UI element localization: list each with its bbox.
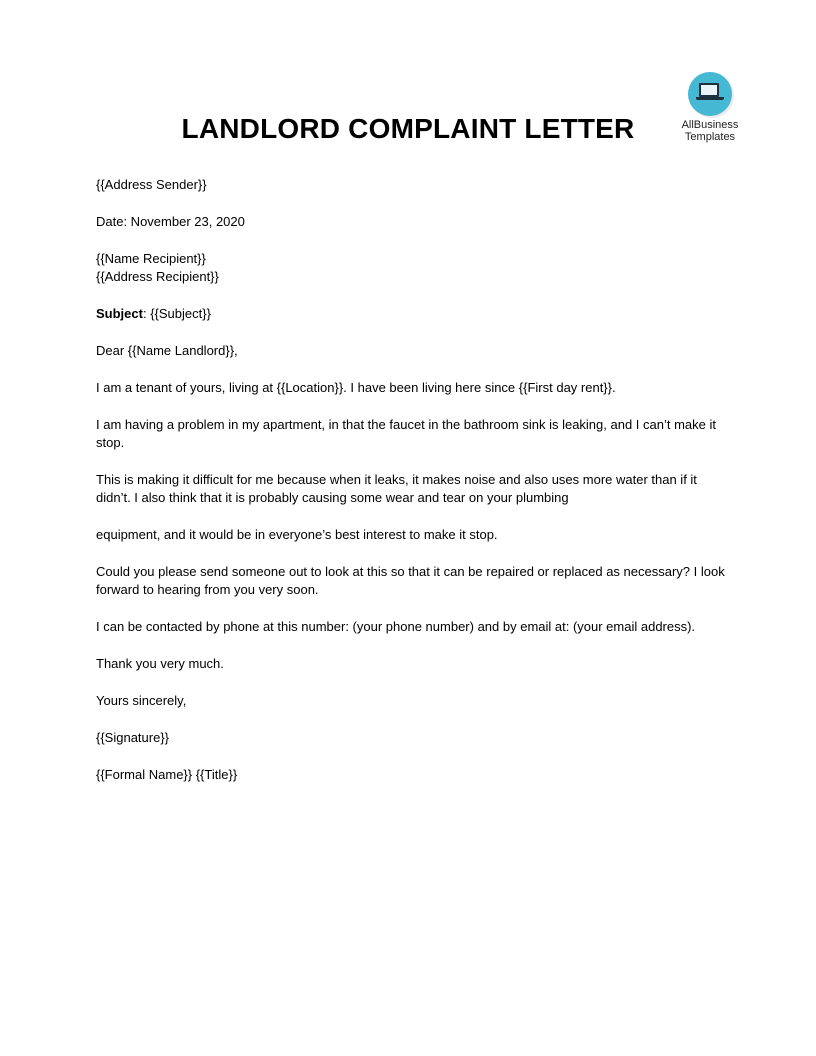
address-recipient: {{Address Recipient}} <box>96 269 219 284</box>
paragraph-1: I am a tenant of yours, living at {{Location}}. I have been living here since {{First day rent}}. <box>96 380 616 395</box>
laptop-icon <box>688 72 732 116</box>
subject-line <box>96 305 726 323</box>
paragraph-5: Could you please send someone out to look at this so that it can be repaired or replaced as necessary? I look forward to hearing from you very soon. <box>96 564 725 597</box>
logo-text-line1: AllBusiness <box>681 119 739 131</box>
paragraph-3: This is making it difficult for me because when it leaks, it makes noise and also uses more water than if it didn’t. I also think that it is probably causing some wear and tear on your plumbing <box>96 472 697 505</box>
closing: Yours sincerely, <box>96 693 187 708</box>
paragraph-7: Thank you very much. <box>96 656 224 671</box>
letter-body <box>96 176 726 784</box>
address-sender: {{Address Sender}} <box>96 177 207 192</box>
name-recipient: {{Name Recipient}} <box>96 251 206 266</box>
document-title: LANDLORD COMPLAINT LETTER <box>181 113 635 144</box>
paragraph-4: equipment, and it would be in everyone’s best interest to make it stop. <box>96 527 498 542</box>
formal-name-title: {{Formal Name}} {{Title}} <box>96 767 238 782</box>
logo-text-line2: Templates <box>684 131 736 143</box>
signature: {{Signature}} <box>96 730 170 745</box>
paragraph-6: I can be contacted by phone at this number: (your phone number) and by email at: (your email address). <box>96 619 696 634</box>
subject-label: Subject <box>96 306 143 321</box>
paragraph-2: I am having a problem in my apartment, in that the faucet in the bathroom sink is leaking, and I can’t make it stop. <box>96 417 716 450</box>
salutation: Dear {{Name Landlord}}, <box>96 343 238 358</box>
letter-date: Date: November 23, 2020 <box>96 214 245 229</box>
subject-value: : {{Subject}} <box>142 306 211 321</box>
